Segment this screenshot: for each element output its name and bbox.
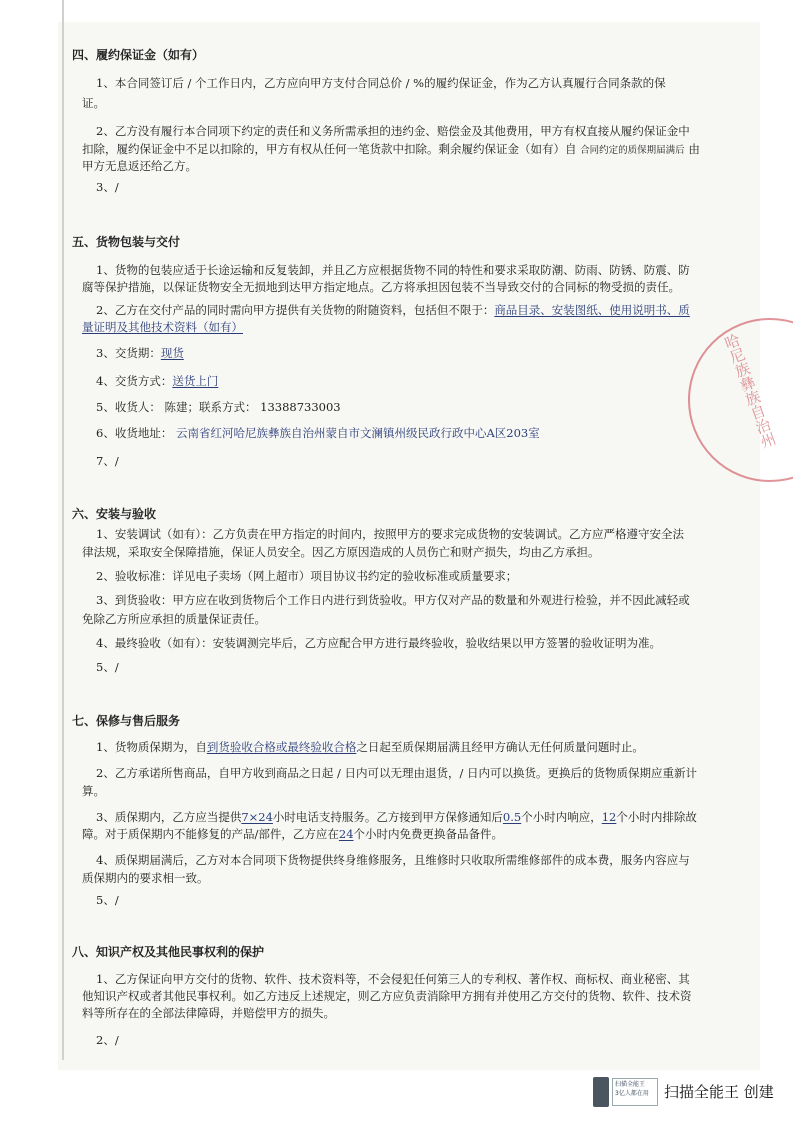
response-hours: 0.5	[502, 810, 522, 824]
section-7-heading: 七、保修与售后服务	[72, 714, 181, 728]
section-5-p2a-docs: 商品目录、安装图纸、使用说明书、质	[494, 303, 690, 317]
section-6-p3a: 3、到货验收：甲方应在收到货物后个工作日内进行到货验收。甲方仅对产品的数量和外观进行检验，并不因此减轻或	[96, 593, 690, 607]
section-7-p3a	[96, 810, 723, 825]
section-7-p3b	[82, 827, 723, 842]
delivery-time-label: 3、交货期：	[96, 346, 161, 360]
section-4-heading: 四、履约保证金（如有）	[72, 48, 205, 62]
section-5-heading: 五、货物包装与交付	[72, 235, 181, 249]
delivery-method-label: 4、交货方式：	[96, 374, 173, 388]
section-6-p5: 5、/	[96, 660, 119, 674]
receiver-label: 5、收货人：	[96, 400, 161, 414]
replace-hours: 24	[338, 827, 354, 841]
receiver-phone: 13388733003	[260, 400, 341, 414]
section-8-p1c: 料等所存在的全部法律障碍，并赔偿甲方的损失。	[82, 1006, 335, 1020]
delivery-address-value: 云南省红河哈尼族彝族自治州蒙自市文澜镇州级民政行政中心A区203室	[175, 426, 540, 440]
receiver-contact-label: ；联系方式：	[187, 400, 257, 414]
delivery-address-label: 6、收货地址：	[96, 426, 173, 440]
section-5-p1a: 1、货物的包装应适于长途运输和反复装卸，并且乙方应根据货物不同的特性和要求采取防潮、防雨、防锈、防震、防	[96, 263, 690, 277]
section-5-p2a-text: 2、乙方在交付产品的同时需向甲方提供有关货物的附随资料，包括但不限于：	[96, 303, 495, 317]
section-4-p1b: 证。	[82, 96, 105, 110]
official-seal-text: 哈尼族彝族自治州	[720, 331, 779, 451]
section-5-p2a	[96, 303, 723, 318]
section-7-p4a: 4、质保期届满后，乙方对本合同项下货物提供终身维修服务，且维修时只收取所需维修部件的成本费，服务内容应与	[96, 853, 690, 867]
section-5-p2b	[82, 320, 723, 335]
section-4-p2b-end: 由	[688, 142, 700, 156]
section-6-p1b: 律法规，采取安全保障措施，保证人员安全。因乙方原因造成的人员伤亡和财产损失，均由乙方承担。	[82, 545, 600, 559]
section-4-p2b	[82, 142, 723, 158]
section-7-p1	[96, 740, 723, 755]
section-7-p3a-post: 个小时内排除故	[616, 810, 697, 824]
section-6-heading: 六、安装与验收	[72, 507, 157, 521]
section-7-p3b-post: 个小时内免费更换备品备件。	[353, 827, 504, 841]
section-6-p2: 2、验收标准：详见电子卖场（网上超市）项目协议书约定的验收标准或质量要求；	[96, 569, 518, 583]
section-4-p2a: 2、乙方没有履行本合同项下约定的责任和义务所需承担的违约金、赔偿金及其他费用，甲方有权直接从履约保证金中	[96, 124, 690, 138]
section-5-p7: 7、/	[96, 454, 119, 468]
page-edge	[62, 0, 64, 1060]
section-7-p3a-mid2: 个小时内响应，	[521, 810, 602, 824]
camscanner-logo-icon	[593, 1077, 609, 1107]
section-7-p2a: 2、乙方承诺所售商品，自甲方收到商品之日起 / 日内可以无理由退货，/ 日内可以换货。更换后的货物质保期应重新计	[96, 766, 698, 780]
warranty-start-condition: 到货验收合格或最终验收合格	[206, 740, 357, 754]
section-6-p4: 4、最终验收（如有）：安装调测完毕后，乙方应配合甲方进行最终验收，验收结果以甲方签署的验收证明为准。	[96, 636, 662, 650]
section-7-p4b: 质保期内的要求相一致。	[82, 871, 209, 885]
section-7-p5: 5、/	[96, 893, 119, 907]
logo-line-1: 扫描全能王	[615, 1081, 646, 1088]
section-5-p2b-docs: 量证明及其他技术资料（如有）	[82, 320, 243, 334]
section-8-heading: 八、知识产权及其他民事权利的保护	[72, 945, 265, 959]
section-4-p3: 3、/	[96, 180, 119, 194]
section-7-p3a-pre: 3、质保期内，乙方应当提供	[96, 810, 242, 824]
section-8-p1a: 1、乙方保证向甲方交付的货物、软件、技术资料等，不会侵犯任何第三人的专利权、著作权、商标权、商业秘密、其	[96, 972, 690, 986]
section-7-p2b: 算。	[82, 784, 105, 798]
section-4-p2b-text: 扣除，履约保证金中不足以扣除的，甲方有权从任何一笔货款中扣除。剩余履约保证金（如有）自	[82, 142, 577, 156]
section-7-p3a-mid: 小时电话支持服务。乙方接到甲方保修通知后	[272, 810, 503, 824]
section-4-p2b-small: 合同约定的质保期届满后	[580, 145, 685, 156]
section-5-p3	[96, 346, 723, 361]
section-5-p6	[96, 426, 723, 441]
section-7-p1-pre: 1、货物质保期为，自	[96, 740, 207, 754]
delivery-method-value: 送货上门	[172, 374, 219, 388]
section-8-p2: 2、/	[96, 1033, 119, 1047]
section-5-p1b: 腐等保护措施，以保证货物安全无损地到达甲方指定地点。乙方将承担因包装不当导致交付的合同标的物受损的责任。	[82, 280, 680, 294]
logo-line-2: 3亿人都在用	[615, 1090, 649, 1097]
section-7-p1-post: 之日起至质保期届满且经甲方确认无任何质量问题时止。	[356, 740, 644, 754]
support-hours: 7×24	[241, 810, 273, 824]
section-4-p1a: 1、本合同签订后 / 个工作日内，乙方应向甲方支付合同总价 / %的履约保证金，作为乙方认真履行合同条款的保	[96, 76, 666, 90]
camscanner-logo-box	[612, 1078, 658, 1106]
section-4-p2c: 甲方无息返还给乙方。	[82, 159, 197, 173]
section-5-p5	[96, 400, 723, 415]
section-7-p3b-pre: 障。对于质保期内不能修复的产品/部件，乙方应在	[82, 827, 339, 841]
section-6-p3b: 免除乙方所应承担的质量保证责任。	[82, 612, 266, 626]
section-8-p1b: 他知识产权或者其他民事权利。如乙方违反上述规定，则乙方应负责消除甲方拥有并使用乙方交付的货物、软件、技术资	[82, 989, 692, 1003]
section-5-p4	[96, 374, 723, 389]
receiver-name: 陈建	[164, 400, 188, 414]
footer-watermark-text: 扫描全能王 创建	[664, 1083, 774, 1101]
section-6-p1a: 1、安装调试（如有）：乙方负责在甲方指定的时间内，按照甲方的要求完成货物的安装调试。乙方应严格遵守安全法	[96, 527, 685, 541]
fix-hours: 12	[601, 810, 617, 824]
delivery-time-value: 现货	[160, 346, 184, 360]
